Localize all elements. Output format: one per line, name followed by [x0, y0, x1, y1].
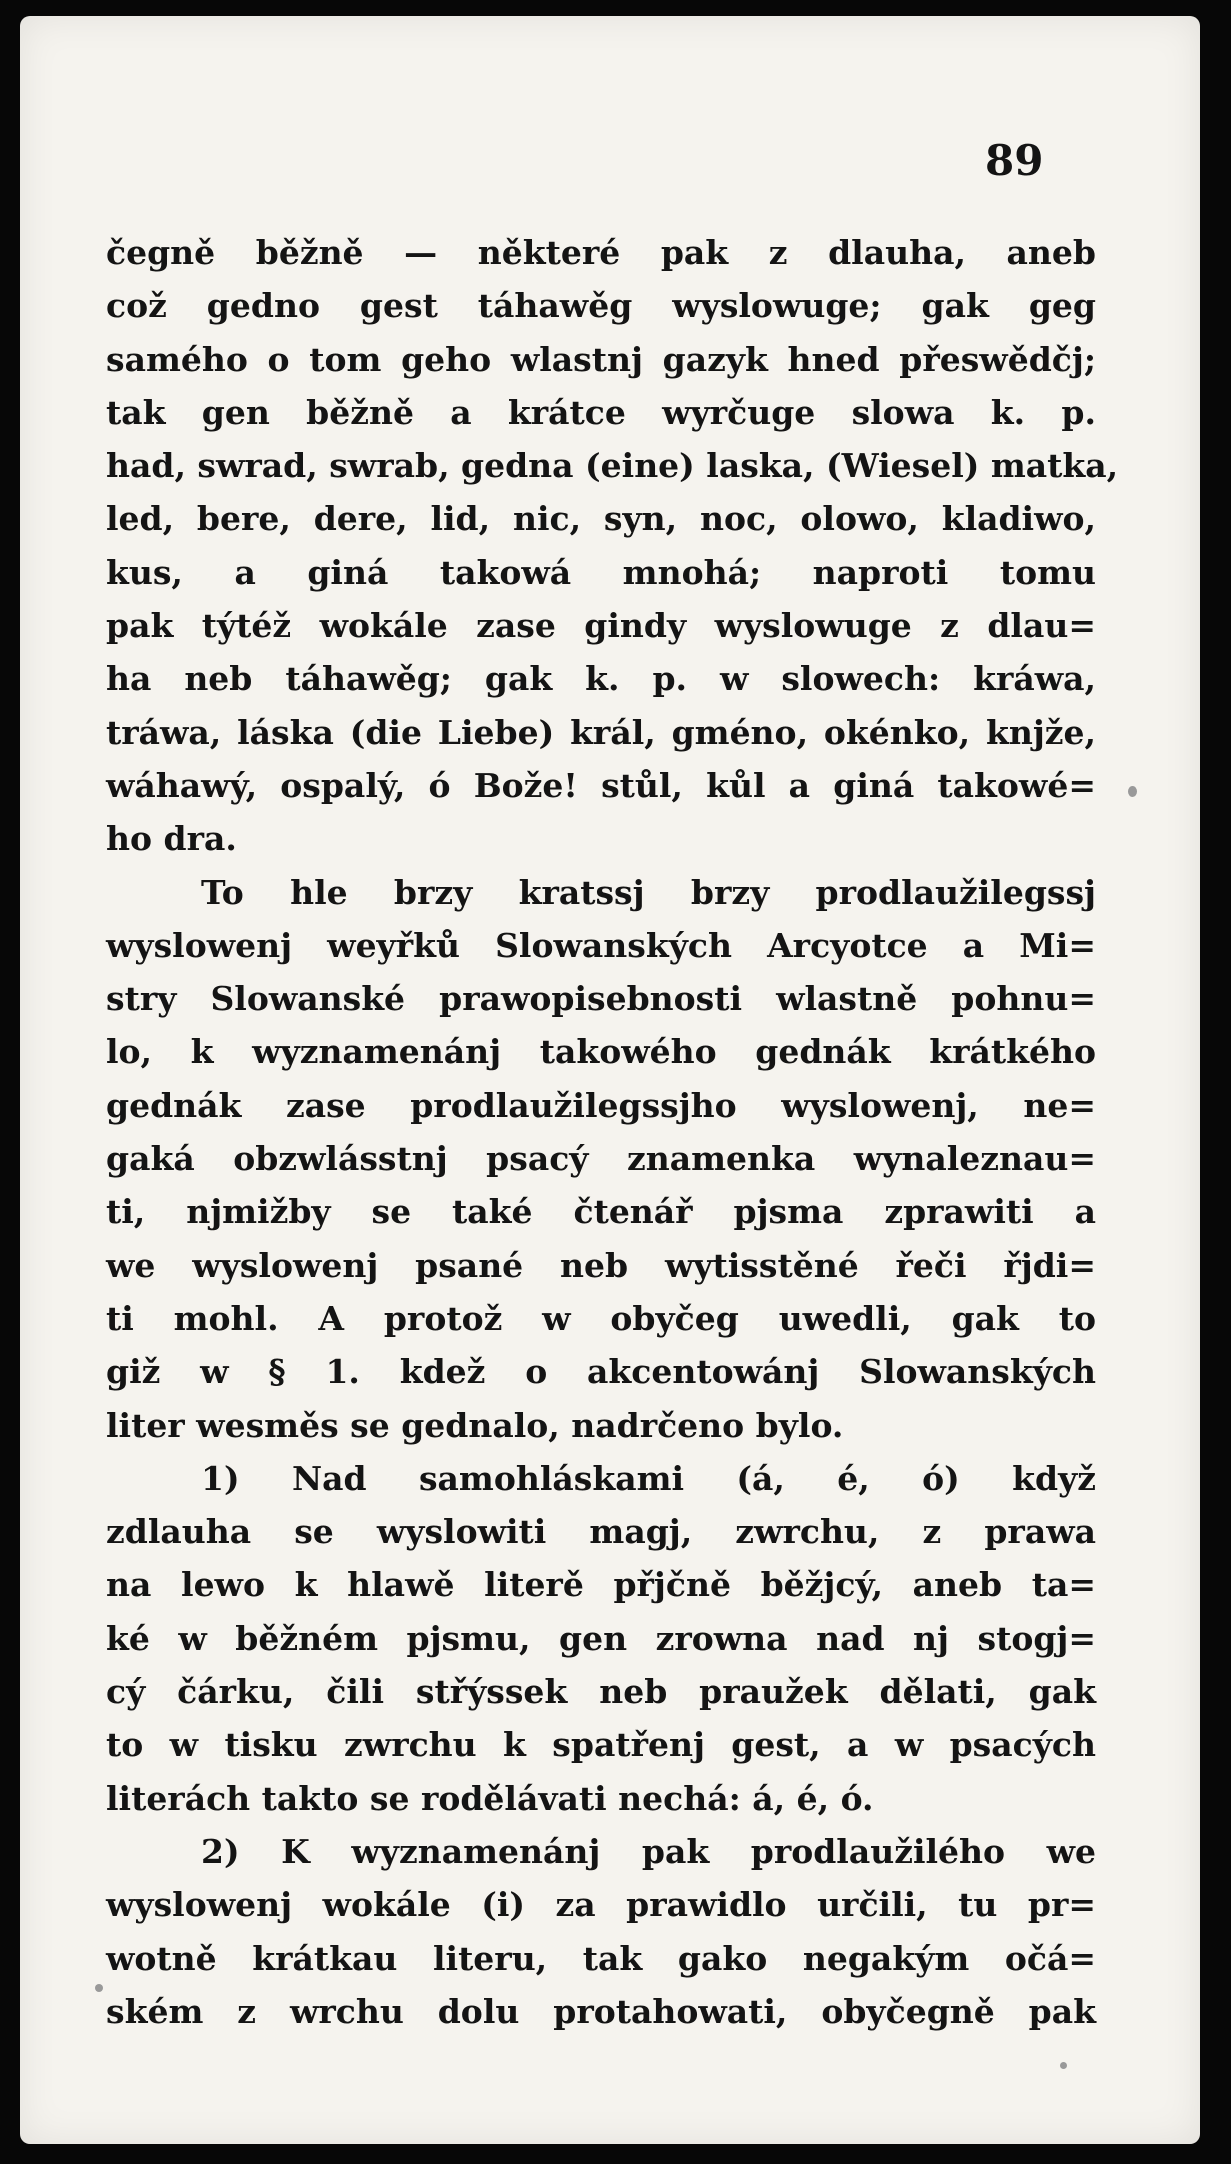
speck-mark	[1128, 786, 1137, 797]
text-line: na lewo k hlawě literě přjčně běžjcý, aneb ta=	[106, 1565, 1096, 1605]
text-line: gednák zase prodlaužilegssjho wyslowenj, ne=	[106, 1085, 1096, 1125]
text-line: čegně běžně — některé pak z dlauha, aneb	[106, 233, 1096, 272]
text-line: giž w § 1. kdež o akcentowánj Slowanských	[106, 1352, 1096, 1392]
text-line: To hle brzy kratssj brzy prodlaužilegssj	[201, 872, 1096, 912]
text-line: liter wesměs se gednalo, nadrčeno bylo.	[106, 1405, 844, 1445]
speck-mark	[1060, 2062, 1067, 2069]
page-number: 89	[985, 136, 1044, 185]
text-line: led, bere, dere, lid, nic, syn, noc, olowo, kladiwo,	[106, 499, 1096, 539]
text-line: ha neb táhawěg; gak k. p. w slowech: kráwa,	[106, 659, 1096, 699]
text-line: lo, k wyznamenánj takowého gednák krátkého	[106, 1032, 1096, 1072]
text-line: ti, njmižby se také čtenář pjsma zprawiti a	[106, 1192, 1096, 1232]
text-line: ké w běžném pjsmu, gen zrowna nad nj stogj=	[106, 1618, 1096, 1658]
text-line: literách takto se rodělávati nechá: á, é, ó.	[106, 1778, 874, 1818]
book-page	[20, 16, 1200, 2144]
text-line: stry Slowanské prawopisebnosti wlastně pohnu=	[106, 979, 1096, 1019]
text-line: tak gen běžně a krátce wyrčuge slowa k. p.	[106, 392, 1096, 432]
text-line: ho dra.	[106, 819, 237, 859]
text-line: kus, a giná takowá mnohá; naproti tomu	[106, 552, 1096, 592]
text-line: 1) Nad samohláskami (á, é, ó) když	[201, 1458, 1096, 1498]
text-line: zdlauha se wyslowiti magj, zwrchu, z prawa	[106, 1512, 1096, 1552]
text-line: ti mohl. A protož w obyčeg uwedli, gak to	[106, 1298, 1096, 1338]
text-line: wáhawý, ospalý, ó Bože! stůl, kůl a giná takowé=	[106, 765, 1096, 805]
text-line: tráwa, láska (die Liebe) král, gméno, okénko, knjže,	[106, 712, 1096, 752]
text-line: pak týtéž wokále zase gindy wyslowuge z dlau=	[106, 606, 1096, 646]
text-line: samého o tom geho wlastnj gazyk hned přeswědčj;	[106, 339, 1096, 379]
text-line: gaká obzwlásstnj psacý znamenka wynaleznau=	[106, 1139, 1096, 1179]
text-line: což gedno gest táhawěg wyslowuge; gak geg	[106, 286, 1096, 326]
text-line: had, swrad, swrab, gedna (eine) laska, (Wiesel) matka,	[106, 446, 1119, 486]
body-text	[106, 226, 1119, 2038]
text-line: we wyslowenj psané neb wytisstěné řeči řjdi=	[106, 1245, 1096, 1285]
text-line: ském z wrchu dolu protahowati, obyčegně pak	[106, 1991, 1096, 2031]
text-line: wotně krátkau literu, tak gako negakým očá=	[106, 1938, 1096, 1978]
text-line: wyslowenj weyřků Slowanských Arcyotce a Mi=	[106, 925, 1096, 965]
text-line: to w tisku zwrchu k spatřenj gest, a w psacých	[106, 1725, 1096, 1765]
text-line: 2) K wyznamenánj pak prodlaužilého we	[201, 1831, 1096, 1871]
text-line: cý čárku, čili střýssek neb praužek dělati, gak	[106, 1672, 1096, 1712]
speck-mark	[95, 1984, 103, 1992]
text-line: wyslowenj wokále (i) za prawidlo určili, tu pr=	[106, 1885, 1096, 1925]
